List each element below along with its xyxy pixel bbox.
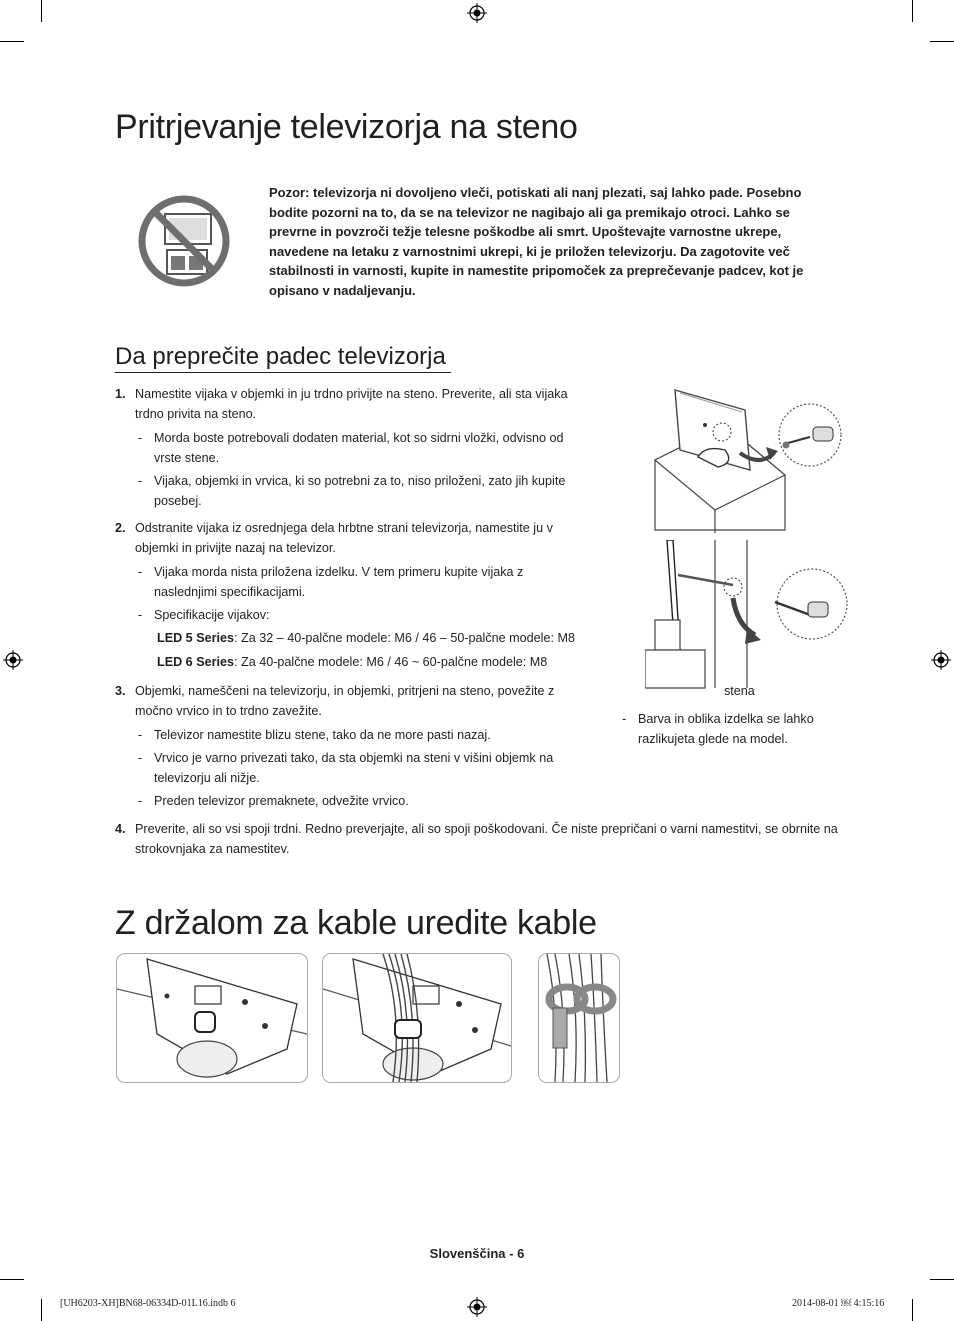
crop-mark <box>930 1279 954 1280</box>
dash: - <box>138 431 143 445</box>
step-subitem: Televizor namestite blizu stene, tako da ne more pasti nazaj. <box>154 728 491 742</box>
step-subitem: Vijaka morda nista priložena izdelku. V tem primeru kupite vijaka z naslednjimi specifikacijami. <box>154 565 524 599</box>
step-subitem: Preden televizor premaknete, odvežite vrvico. <box>154 794 409 808</box>
warning-text: Pozor: televizorja ni dovoljeno vleči, potiskati ali nanj plezati, saj lahko pade. Posebno bodite pozorni na to, da se na televizor ne nagibajo ali ga premikajo otroci. Lahko se prevrne in povzroči težje telesne poškodbe ali smrt. Upoštevajte varnostne ukrepe, navedene na letaku z varnostnimi ukrepi, ki je priložen televizorju. Da zagotovite več stabilnosti in varnosti, kupite in namestite pripomoček za preprečevanje padcev, kot je opisano v nadaljevanju. <box>269 185 804 298</box>
step-number: 2. <box>115 521 126 535</box>
cable-holder-panel <box>116 953 308 1083</box>
crop-mark <box>0 41 24 42</box>
step-number: 1. <box>115 387 126 401</box>
heading-underline <box>115 372 451 373</box>
cable-holder-panel <box>322 953 512 1083</box>
crop-mark <box>930 41 954 42</box>
dash: - <box>138 565 143 579</box>
page-number: Slovenščina - 6 <box>429 1246 525 1261</box>
cable-holder-panel <box>538 953 620 1083</box>
crop-mark <box>41 0 42 22</box>
spec-series: LED 6 Series <box>157 655 235 669</box>
dash: - <box>622 712 627 726</box>
file-slug: [UH6203-XH]BN68-06334D-01L16.indb 6 <box>60 1298 236 1309</box>
page-title: Pritrjevanje televizorja na steno <box>115 108 578 146</box>
step-text: Namestite vijaka v objemki in ju trdno privijte na steno. Preverite, ali sta vijaka trdno privita na steno. <box>135 387 568 421</box>
tv-wall-illustration <box>645 540 850 690</box>
spec-detail: : Za 40-palčne modele: M6 / 46 ~ 60-palčne modele: M8 <box>234 655 548 669</box>
registration-mark-icon <box>931 650 951 670</box>
step-number: 4. <box>115 822 126 836</box>
crop-mark <box>0 1279 24 1280</box>
figure-note: Barva in oblika izdelka se lahko razlikujeta glede na model. <box>638 712 814 746</box>
dash: - <box>138 474 143 488</box>
step-text: Odstranite vijaka iz osrednjega dela hrbtne strani televizorja, namestite ju v objemki in privijte nazaj na televizor. <box>135 521 553 555</box>
dash: - <box>138 794 143 808</box>
step-subitem: Vijaka, objemki in vrvica, ki so potrebni za to, niso priloženi, zato jih kupite posebej. <box>154 474 566 508</box>
dash: - <box>138 728 143 742</box>
step-text: Preverite, ali so vsi spoji trdni. Redno preverjajte, ali so spoji poškodovani. Če niste prepričani o varni namestitvi, se obrnite na strokovnjaka za namestitev. <box>135 822 838 856</box>
spec-line <box>157 629 617 649</box>
section-heading: Da preprečite padec televizorja <box>115 343 446 370</box>
section-heading: Z držalom za kable uredite kable <box>115 904 597 942</box>
step-number: 3. <box>115 684 126 698</box>
spec-detail: : Za 32 – 40-palčne modele: M6 / 46 – 50-palčne modele: M8 <box>234 631 575 645</box>
registration-mark-icon <box>3 650 23 670</box>
crop-mark <box>41 1299 42 1321</box>
step-text: Objemki, nameščeni na televizorju, in objemki, pritrjeni na steno, povežite z močno vrvico in to trdno zavežite. <box>135 684 555 718</box>
wall-label: stena <box>724 684 755 698</box>
registration-mark-icon <box>467 3 487 23</box>
registration-mark-icon <box>467 1297 487 1317</box>
dash: - <box>138 608 143 622</box>
step-subitem: Specifikacije vijakov: <box>154 608 270 622</box>
tv-stand-illustration <box>650 385 845 535</box>
crop-mark <box>912 0 913 22</box>
spec-series: LED 5 Series <box>157 631 235 645</box>
step-subitem: Morda boste potrebovali dodaten material, kot so sidrni vložki, odvisno od vrste stene. <box>154 431 564 465</box>
crop-mark <box>912 1299 913 1321</box>
no-climbing-icon <box>137 194 231 288</box>
dash: - <box>138 751 143 765</box>
step-subitem: Vrvico je varno privezati tako, da sta objemki na steni v višini objemk na televizorju ali nižje. <box>154 751 554 785</box>
date-slug: 2014-08-01 ￼ 4:15:16 <box>792 1298 885 1309</box>
spec-line <box>157 653 617 673</box>
